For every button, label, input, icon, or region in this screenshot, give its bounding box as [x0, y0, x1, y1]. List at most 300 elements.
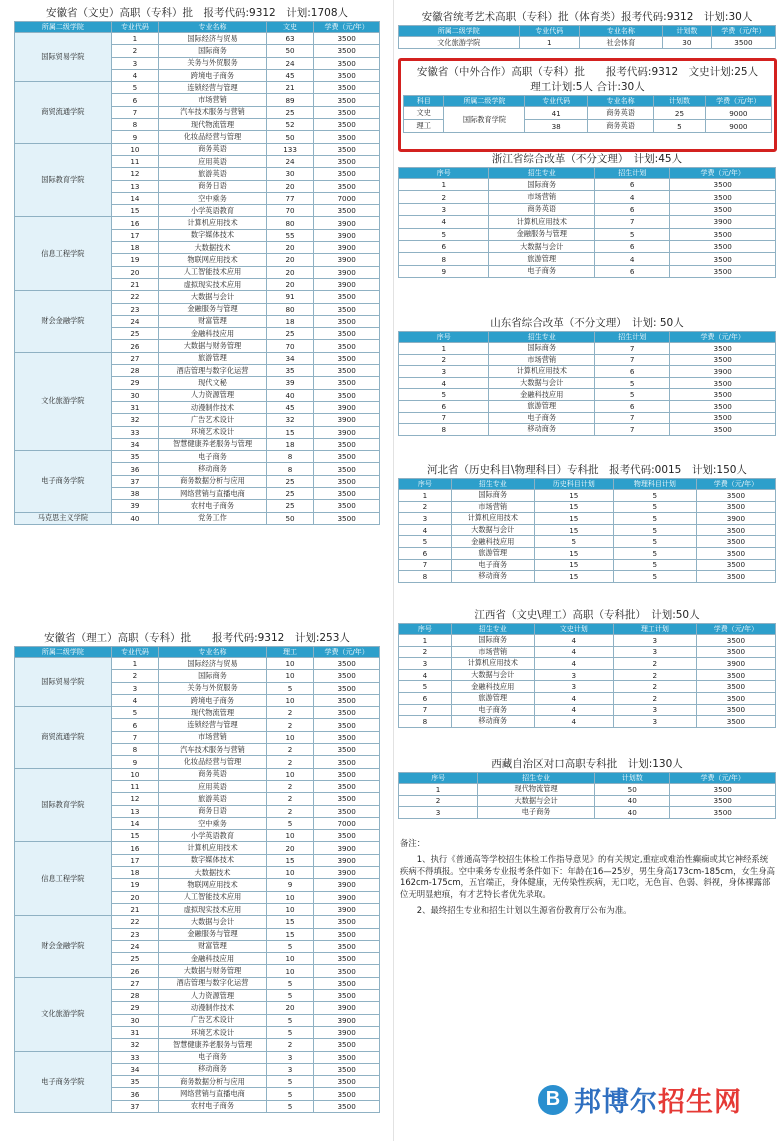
table-row: [404, 107, 772, 120]
logo-text-part2: 招生网: [658, 1087, 742, 1118]
table-header-row: [399, 332, 776, 343]
table-cell: 大数据与会计: [451, 524, 534, 536]
table-cell: 应用英语: [159, 155, 267, 167]
table-cell: 2: [399, 354, 489, 366]
table-cell: 广告艺术设计: [159, 1014, 267, 1026]
table-cell: 3: [613, 646, 696, 658]
table-cell: 19: [111, 879, 158, 891]
table-cell: 15: [534, 559, 613, 571]
table-cell: 化妆品经营与管理: [159, 131, 267, 143]
table-cell: 25: [266, 487, 313, 499]
column-header: 学费（元/年）: [314, 647, 380, 658]
table-cell: 1: [399, 343, 489, 355]
table-cell: 市场营销: [489, 354, 595, 366]
table-cell: 社会体育: [579, 37, 662, 49]
table-cell: 旅游管理: [451, 692, 534, 704]
table-cell: 28: [111, 365, 158, 377]
table-cell: 连锁经营与管理: [159, 82, 267, 94]
column-header: 物理科目计划: [613, 479, 696, 490]
table-cell: 38: [111, 487, 158, 499]
table-cell: 8: [399, 424, 489, 436]
table-cell: 63: [266, 33, 313, 45]
table-cell: 30: [266, 168, 313, 180]
table-cell: 40: [595, 795, 670, 807]
table-cell: 金融科技应用: [451, 681, 534, 693]
table-row: [399, 571, 776, 583]
table-cell: 人力资源管理: [159, 389, 267, 401]
table-row: [399, 424, 776, 436]
table-cell: 党务工作: [159, 512, 267, 524]
table-cell: 移动商务: [489, 424, 595, 436]
table-cell: 3500: [314, 768, 380, 780]
ligong-section: [14, 631, 380, 1113]
zhejiang-section: [398, 152, 776, 278]
table-cell: 大数据与会计: [478, 795, 595, 807]
table-cell: 3500: [670, 377, 776, 389]
table-cell: 2: [266, 780, 313, 792]
table-cell: 5: [266, 1026, 313, 1038]
table-cell: 3500: [314, 977, 380, 989]
table-cell: 20: [266, 1002, 313, 1014]
table-cell: 大数据与会计: [489, 377, 595, 389]
column-header: 招生专业: [478, 773, 595, 784]
table-cell: 9000: [705, 107, 771, 120]
column-header: 专业名称: [579, 26, 662, 37]
table-cell: 计算机应用技术: [159, 217, 267, 229]
table-cell: 3500: [314, 1051, 380, 1063]
table-cell: 7000: [314, 192, 380, 204]
table-cell: 32: [111, 1039, 158, 1051]
college-name-cell: 马克思主义学院: [15, 512, 112, 524]
column-header: 所属二级学院: [444, 96, 525, 107]
table-cell: 15: [266, 928, 313, 940]
table-cell: 3500: [314, 670, 380, 682]
column-header: 计划数: [654, 96, 706, 107]
table-cell: 电子商务: [159, 451, 267, 463]
table-cell: 动漫制作技术: [159, 401, 267, 413]
table-cell: 38: [525, 120, 588, 133]
table-cell: 空中乘务: [159, 817, 267, 829]
table-cell: 3500: [696, 635, 775, 647]
table-cell: 12: [111, 793, 158, 805]
table-cell: 18: [266, 315, 313, 327]
table-cell: 34: [111, 1063, 158, 1075]
table-cell: 2: [399, 191, 489, 203]
table-cell: 10: [266, 658, 313, 670]
table-cell: 3500: [314, 57, 380, 69]
table-cell: 3500: [670, 354, 776, 366]
table-cell: 33: [111, 426, 158, 438]
table-cell: 3500: [670, 343, 776, 355]
sino-title: 安徽省（中外合作）高职（专科）批 报考代码:9312 文史计划:25人: [416, 66, 759, 78]
column-header: 文史计划: [534, 624, 613, 635]
table-cell: 36: [111, 1088, 158, 1100]
table-cell: 3500: [670, 424, 776, 436]
art-table: [398, 25, 776, 49]
table-cell: 商务数据分析与应用: [159, 475, 267, 487]
column-header: 专业代码: [519, 26, 579, 37]
table-cell: 4: [399, 216, 489, 228]
table-cell: 3500: [314, 793, 380, 805]
column-header: 招生计划: [595, 332, 670, 343]
table-cell: 人工智能技术应用: [159, 891, 267, 903]
table-cell: 商务英语: [489, 203, 595, 215]
table-cell: 国际商务: [159, 670, 267, 682]
table-cell: 跨境电子商务: [159, 69, 267, 81]
table-row: [15, 977, 380, 989]
table-row: [399, 501, 776, 513]
table-cell: 15: [534, 501, 613, 513]
table-cell: 财富管理: [159, 315, 267, 327]
table-cell: 70: [266, 205, 313, 217]
table-cell: 小学英语教育: [159, 830, 267, 842]
table-cell: 45: [266, 69, 313, 81]
table-cell: 41: [525, 107, 588, 120]
table-cell: 3500: [670, 253, 776, 265]
tibet-section: [398, 757, 776, 819]
table-cell: 8: [266, 451, 313, 463]
zhejiang-table: [398, 167, 776, 278]
sino-subtitle: 理工计划:5人 合计:30人: [530, 81, 645, 93]
table-cell: 3500: [314, 315, 380, 327]
table-cell: 17: [111, 854, 158, 866]
table-cell: 理工: [404, 120, 444, 133]
table-cell: 3900: [314, 903, 380, 915]
table-cell: 3500: [670, 228, 776, 240]
table-cell: 35: [111, 451, 158, 463]
table-cell: 5: [613, 559, 696, 571]
wenshi-section: [14, 6, 380, 525]
table-cell: 3500: [314, 512, 380, 524]
logo-text: [574, 1080, 742, 1119]
table-cell: 3500: [696, 716, 775, 728]
table-cell: 5: [595, 377, 670, 389]
table-cell: 10: [266, 891, 313, 903]
table-cell: 5: [613, 490, 696, 502]
table-row: [15, 512, 380, 524]
table-cell: 5: [534, 536, 613, 548]
table-row: [399, 635, 776, 647]
table-cell: 大数据与会计: [489, 240, 595, 252]
column-header: 学费（元/年）: [670, 773, 776, 784]
table-cell: 5: [613, 513, 696, 525]
table-cell: 2: [266, 805, 313, 817]
table-cell: 商务英语: [159, 143, 267, 155]
table-cell: 3: [111, 57, 158, 69]
table-row: [399, 389, 776, 401]
table-cell: 31: [111, 1026, 158, 1038]
table-cell: 3900: [670, 366, 776, 378]
table-cell: 2: [399, 501, 452, 513]
table-cell: 3500: [314, 69, 380, 81]
table-cell: 11: [111, 155, 158, 167]
table-cell: 15: [111, 830, 158, 842]
table-cell: 市场营销: [489, 191, 595, 203]
table-cell: 6: [399, 400, 489, 412]
table-cell: 1: [399, 635, 452, 647]
notes-section: [400, 838, 776, 921]
table-cell: 80: [266, 303, 313, 315]
hebei-table: [398, 478, 776, 583]
column-header: 学费（元/年）: [670, 332, 776, 343]
table-cell: 3: [399, 366, 489, 378]
table-cell: 3500: [670, 203, 776, 215]
table-cell: 环境艺术设计: [159, 426, 267, 438]
table-cell: 3500: [314, 119, 380, 131]
table-cell: 3500: [314, 756, 380, 768]
table-cell: 27: [111, 977, 158, 989]
table-cell: 11: [111, 780, 158, 792]
table-cell: 14: [111, 817, 158, 829]
table-header-row: [15, 647, 380, 658]
table-cell: 3500: [711, 37, 775, 49]
table-cell: 3500: [314, 33, 380, 45]
table-cell: 金融科技应用: [159, 953, 267, 965]
table-cell: 大数据与会计: [451, 669, 534, 681]
table-cell: 3500: [670, 240, 776, 252]
table-cell: 7: [595, 354, 670, 366]
college-name-cell: 商贸流通学院: [15, 707, 112, 768]
table-cell: 24: [111, 315, 158, 327]
table-cell: 3: [534, 681, 613, 693]
table-cell: 4: [534, 635, 613, 647]
table-cell: 商务英语: [587, 120, 653, 133]
table-cell: 5: [266, 990, 313, 1002]
college-name-cell: 电子商务学院: [15, 1051, 112, 1112]
table-cell: 5: [266, 1100, 313, 1112]
table-cell: 8: [266, 463, 313, 475]
table-cell: 20: [266, 266, 313, 278]
college-name-cell: 国际教育学院: [15, 768, 112, 842]
table-cell: 25: [266, 106, 313, 118]
table-cell: 20: [111, 891, 158, 903]
college-name-cell: 国际贸易学院: [15, 33, 112, 82]
table-cell: 商务日语: [159, 180, 267, 192]
table-cell: 4: [399, 669, 452, 681]
table-cell: 15: [266, 916, 313, 928]
table-cell: 24: [266, 57, 313, 69]
college-name-cell: 国际贸易学院: [15, 658, 112, 707]
table-cell: 25: [266, 500, 313, 512]
table-cell: 24: [111, 940, 158, 952]
site-logo[interactable]: [538, 1080, 742, 1119]
table-cell: 3500: [314, 780, 380, 792]
column-header: 招生专业: [489, 168, 595, 179]
wenshi-table: [14, 21, 380, 525]
table-cell: 5: [399, 681, 452, 693]
table-cell: 18: [111, 867, 158, 879]
table-cell: 3500: [314, 463, 380, 475]
table-cell: 3500: [314, 94, 380, 106]
table-cell: 3500: [670, 389, 776, 401]
shandong-table: [398, 331, 776, 436]
table-cell: 3500: [696, 559, 775, 571]
table-cell: 3500: [696, 501, 775, 513]
table-cell: 70: [266, 340, 313, 352]
table-cell: 3500: [314, 451, 380, 463]
table-cell: 国际商务: [159, 45, 267, 57]
table-cell: 现代文秘: [159, 377, 267, 389]
column-header: 理工: [266, 647, 313, 658]
column-header: 文史: [266, 22, 313, 33]
table-row: [399, 37, 776, 49]
table-cell: 3500: [314, 731, 380, 743]
table-cell: 5: [266, 1088, 313, 1100]
table-cell: 3500: [670, 412, 776, 424]
table-cell: 3500: [314, 990, 380, 1002]
table-cell: 39: [266, 377, 313, 389]
table-cell: 6: [595, 265, 670, 277]
table-cell: 4: [534, 658, 613, 670]
table-cell: 数字媒体技术: [159, 854, 267, 866]
column-header: 专业代码: [111, 647, 158, 658]
table-row: [15, 82, 380, 94]
table-cell: 55: [266, 229, 313, 241]
table-cell: 10: [266, 670, 313, 682]
table-cell: 3500: [696, 547, 775, 559]
table-cell: 3: [534, 669, 613, 681]
table-row: [399, 524, 776, 536]
table-row: [15, 768, 380, 780]
table-cell: 40: [595, 807, 670, 819]
table-row: [399, 400, 776, 412]
table-cell: 14: [111, 192, 158, 204]
table-cell: 智慧健康养老服务与管理: [159, 438, 267, 450]
table-cell: 现代物流管理: [159, 119, 267, 131]
art-title: 安徽省统考艺术高职（专科）批（体育类）报考代码:9312 计划:30人: [421, 11, 753, 23]
table-cell: 1: [399, 784, 478, 796]
table-cell: 广告艺术设计: [159, 414, 267, 426]
table-cell: 4: [534, 646, 613, 658]
table-cell: 市场营销: [159, 731, 267, 743]
table-cell: 3500: [314, 143, 380, 155]
table-cell: 25: [654, 107, 706, 120]
table-cell: 智慧健康养老服务与管理: [159, 1039, 267, 1051]
table-cell: 9: [111, 756, 158, 768]
table-cell: 22: [111, 291, 158, 303]
table-cell: 18: [111, 242, 158, 254]
table-cell: 2: [266, 756, 313, 768]
table-cell: 3500: [314, 805, 380, 817]
table-cell: 旅游管理: [489, 253, 595, 265]
table-cell: 32: [266, 414, 313, 426]
table-cell: 3500: [314, 303, 380, 315]
table-header-row: [399, 773, 776, 784]
jiangxi-table: [398, 623, 776, 728]
table-row: [15, 33, 380, 45]
table-cell: 15: [266, 426, 313, 438]
table-row: [399, 692, 776, 704]
table-cell: 2: [613, 692, 696, 704]
table-cell: 6: [111, 94, 158, 106]
column-header: 学费（元/年）: [696, 624, 775, 635]
table-cell: 5: [266, 977, 313, 989]
table-cell: 3500: [314, 682, 380, 694]
table-cell: 1: [519, 37, 579, 49]
table-cell: 人工智能技术应用: [159, 266, 267, 278]
table-cell: 市场营销: [451, 501, 534, 513]
table-cell: 现代物流管理: [478, 784, 595, 796]
table-cell: 电子商务: [489, 412, 595, 424]
table-cell: 6: [399, 547, 452, 559]
table-cell: 3900: [314, 414, 380, 426]
table-cell: 8: [399, 571, 452, 583]
table-cell: 商务数据分析与应用: [159, 1076, 267, 1088]
column-header: 序号: [399, 624, 452, 635]
table-cell: 大数据与会计: [159, 291, 267, 303]
table-cell: 31: [111, 401, 158, 413]
table-cell: 计算机应用技术: [159, 842, 267, 854]
ligong-title: 安徽省（理工）高职（专科）批 报考代码:9312 计划:253人: [44, 632, 350, 644]
table-row: [15, 842, 380, 854]
table-header-row: [15, 22, 380, 33]
table-cell: 7: [399, 412, 489, 424]
table-cell: 3500: [314, 131, 380, 143]
table-cell: 40: [111, 512, 158, 524]
table-cell: 18: [266, 438, 313, 450]
table-cell: 财富管理: [159, 940, 267, 952]
college-name-cell: 文化旅游学院: [15, 352, 112, 450]
table-cell: 45: [266, 401, 313, 413]
table-cell: 9: [266, 879, 313, 891]
table-row: [399, 412, 776, 424]
table-cell: 大数据技术: [159, 242, 267, 254]
table-cell: 3500: [696, 681, 775, 693]
table-cell: 文化旅游学院: [399, 37, 520, 49]
college-name-cell: 国际教育学院: [15, 143, 112, 217]
table-cell: 1: [111, 658, 158, 670]
table-cell: 连锁经营与管理: [159, 719, 267, 731]
table-row: [399, 669, 776, 681]
table-cell: 跨境电子商务: [159, 694, 267, 706]
table-cell: 20: [266, 180, 313, 192]
sino-table: [403, 95, 772, 133]
table-cell: 2: [266, 1039, 313, 1051]
column-header: 序号: [399, 773, 478, 784]
table-cell: 34: [111, 438, 158, 450]
table-row: [399, 646, 776, 658]
table-cell: 9000: [705, 120, 771, 133]
table-cell: 应用英语: [159, 780, 267, 792]
table-cell: 19: [111, 254, 158, 266]
table-cell: 2: [266, 793, 313, 805]
table-cell: 6: [595, 203, 670, 215]
table-cell: 国际商务: [451, 490, 534, 502]
table-cell: 文史: [404, 107, 444, 120]
table-cell: 29: [111, 377, 158, 389]
table-cell: 大数据与会计: [159, 916, 267, 928]
table-row: [399, 228, 776, 240]
table-cell: 35: [111, 1076, 158, 1088]
table-cell: 3500: [314, 1063, 380, 1075]
table-cell: 26: [111, 340, 158, 352]
table-cell: 3: [613, 635, 696, 647]
column-header: 学费（元/年）: [711, 26, 775, 37]
table-cell: 物联网应用技术: [159, 879, 267, 891]
table-cell: 25: [111, 953, 158, 965]
table-cell: 5: [613, 501, 696, 513]
table-cell: 30: [111, 1014, 158, 1026]
table-cell: 5: [595, 389, 670, 401]
table-cell: 5: [613, 547, 696, 559]
table-cell: 3900: [314, 254, 380, 266]
table-cell: 3500: [314, 744, 380, 756]
table-cell: 3: [399, 203, 489, 215]
table-cell: 8: [111, 119, 158, 131]
table-cell: 国际商务: [489, 343, 595, 355]
table-cell: 39: [111, 500, 158, 512]
table-cell: 2: [111, 45, 158, 57]
